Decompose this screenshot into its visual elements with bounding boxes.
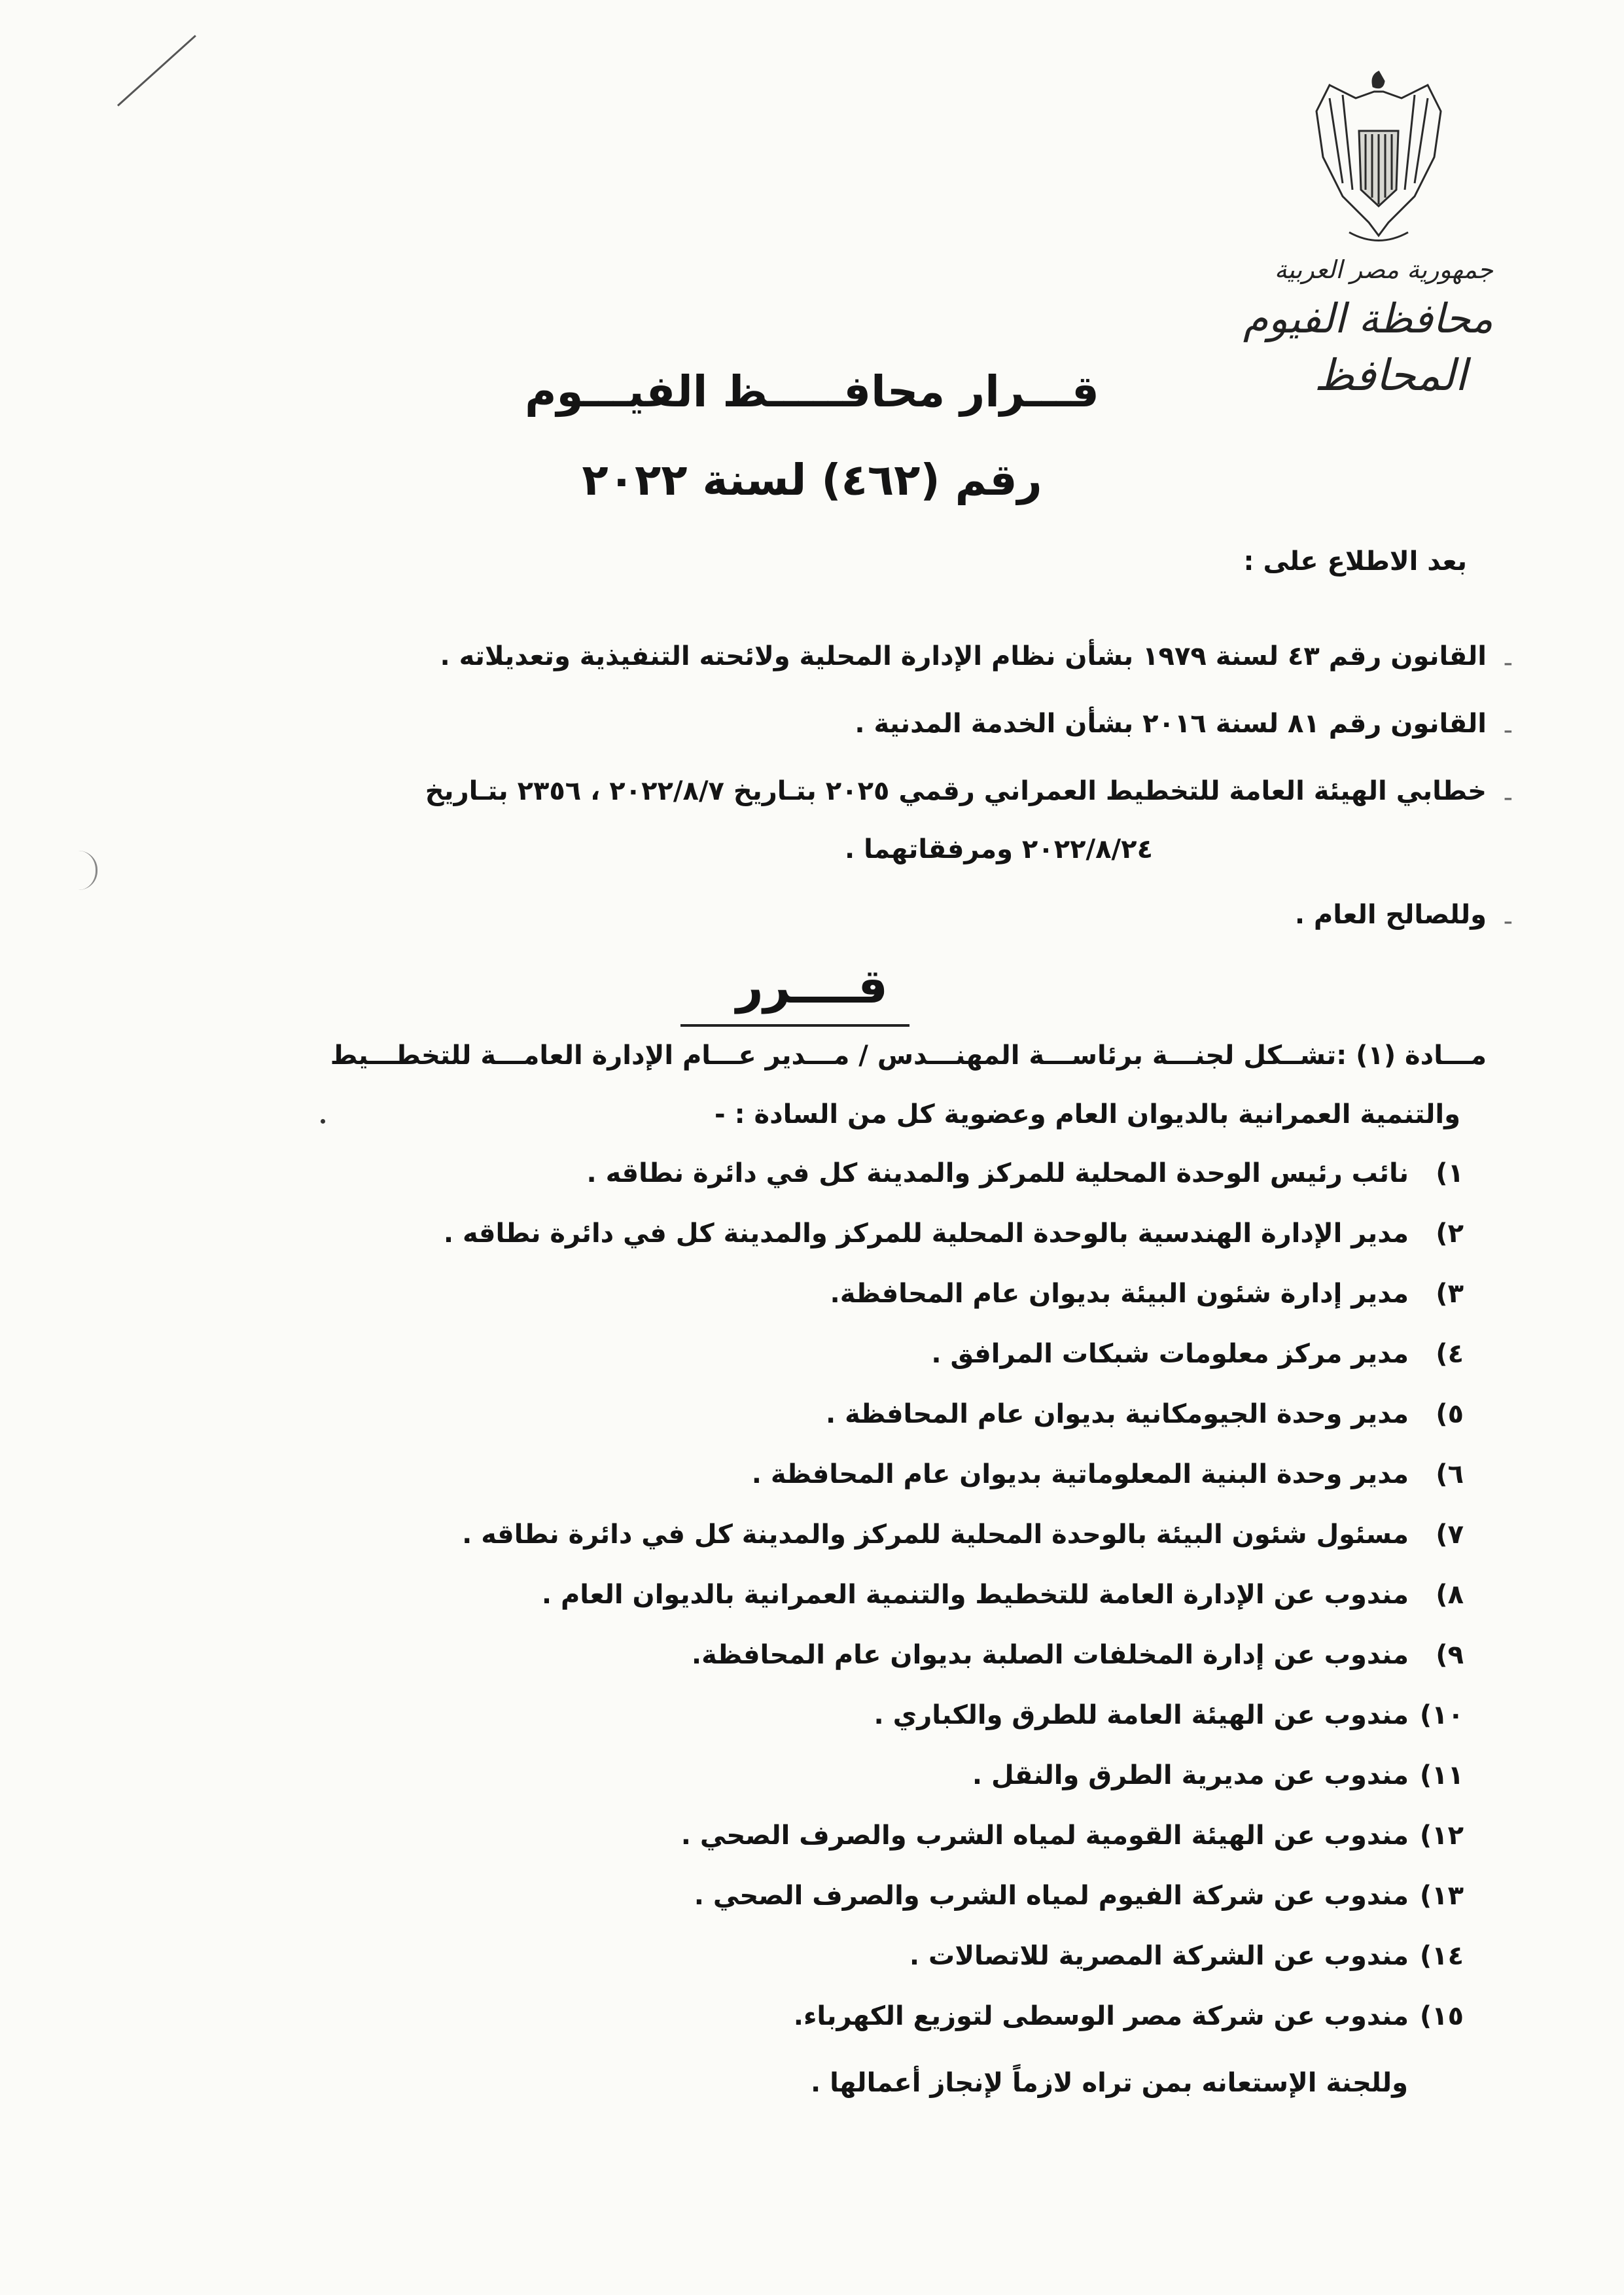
- list-item: ٤) مدير مركز معلومات شبكات المرافق .: [931, 1339, 1464, 1369]
- bullet-dash: -: [1503, 906, 1513, 936]
- country-name: جمهورية مصر العربية: [1274, 255, 1493, 284]
- article-1-line: مـــادة (١) :تشــكل لجنـــة برئاســـة المهنـــدس / مـــدير عـــام الإدارة العامـــة للتخطـــيط: [330, 1041, 1487, 1071]
- eagle-emblem-icon: [1303, 59, 1454, 255]
- list-item: ١) نائب رئيس الوحدة المحلية للمركز والمدينة كل في دائرة نطاقه .: [586, 1158, 1464, 1188]
- list-item: ١٣) مندوب عن شركة الفيوم لمياه الشرب والصرف الصحي .: [694, 1881, 1464, 1911]
- letterhead: [1238, 59, 1513, 399]
- closing-note: وللجنة الإستعانه بمن تراه لازماً لإنجاز أعمالها .: [811, 2068, 1408, 2098]
- ink-dot: [321, 1119, 325, 1124]
- list-item: ٨) مندوب عن الإدارة العامة للتخطيط والتنمية العمرانية بالديوان العام .: [541, 1580, 1464, 1610]
- list-item: ١٤) مندوب عن الشركة المصرية للاتصالات .: [909, 1941, 1464, 1971]
- list-item: ١١) مندوب عن مديرية الطرق والنقل .: [972, 1760, 1464, 1790]
- list-item: ٧) مسئول شئون البيئة بالوحدة المحلية للمركز والمدينة كل في دائرة نطاقه .: [462, 1520, 1464, 1550]
- scan-stroke: [117, 35, 196, 106]
- list-item: ٢) مدير الإدارة الهندسية بالوحدة المحلية للمركز والمدينة كل في دائرة نطاقه .: [443, 1219, 1464, 1249]
- preamble-item: القانون رقم ٤٣ لسنة ١٩٧٩ بشأن نظام الإدارة المحلية ولائحته التنفيذية وتعديلاته .: [440, 641, 1487, 671]
- list-item: ٩) مندوب عن إدارة المخلفات الصلبة بديوان عام المحافظة.: [691, 1640, 1464, 1670]
- heading-underline: [680, 1024, 909, 1027]
- list-item: ١٠) مندوب عن الهيئة العامة للطرق والكباري .: [874, 1700, 1464, 1730]
- list-item: ٦) مدير وحدة البنية المعلوماتية بديوان عام المحافظة .: [751, 1459, 1464, 1489]
- decree-title: قـــرار محافـــــظ الفيـــوم: [525, 366, 1099, 417]
- decision-heading: قــــرر: [736, 959, 888, 1014]
- list-item: ٣) مدير إدارة شئون البيئة بديوان عام المحافظة.: [830, 1279, 1464, 1309]
- list-item: ٥) مدير وحدة الجيومكانية بديوان عام المحافظة .: [825, 1399, 1464, 1429]
- list-item: ١٢) مندوب عن الهيئة القومية لمياه الشرب والصرف الصحي .: [680, 1821, 1464, 1851]
- article-1-line: والتنمية العمرانية بالديوان العام وعضوية كل من السادة : -: [715, 1099, 1460, 1130]
- preamble-item: خطابي الهيئة العامة للتخطيط العمراني رقمي ٢٠٢٥ بتـاريخ ٢٠٢٢/٨/٧ ، ٢٣٥٦ بتـاريخ: [425, 776, 1487, 806]
- governorate-name: محافظة الفيوم: [1243, 294, 1493, 342]
- decree-number: رقم (٤٦٢) لسنة ٢٠٢٢: [582, 455, 1042, 505]
- preamble-intro: بعد الاطلاع على :: [1243, 546, 1467, 577]
- office-name: المحافظ: [1314, 350, 1467, 400]
- page-edge-mark: [79, 851, 97, 890]
- bullet-dash: -: [1503, 648, 1513, 678]
- preamble-item: وللصالح العام .: [1294, 900, 1487, 930]
- bullet-dash: -: [1503, 783, 1513, 813]
- bullet-dash: -: [1503, 715, 1513, 745]
- list-item: ١٥) مندوب عن شركة مصر الوسطى لتوزيع الكهرباء.: [793, 2001, 1464, 2031]
- preamble-item-continued: ٢٠٢٢/٨/٢٤ ومرفقاتهما .: [845, 834, 1153, 864]
- preamble-item: القانون رقم ٨١ لسنة ٢٠١٦ بشأن الخدمة المدنية .: [855, 709, 1487, 739]
